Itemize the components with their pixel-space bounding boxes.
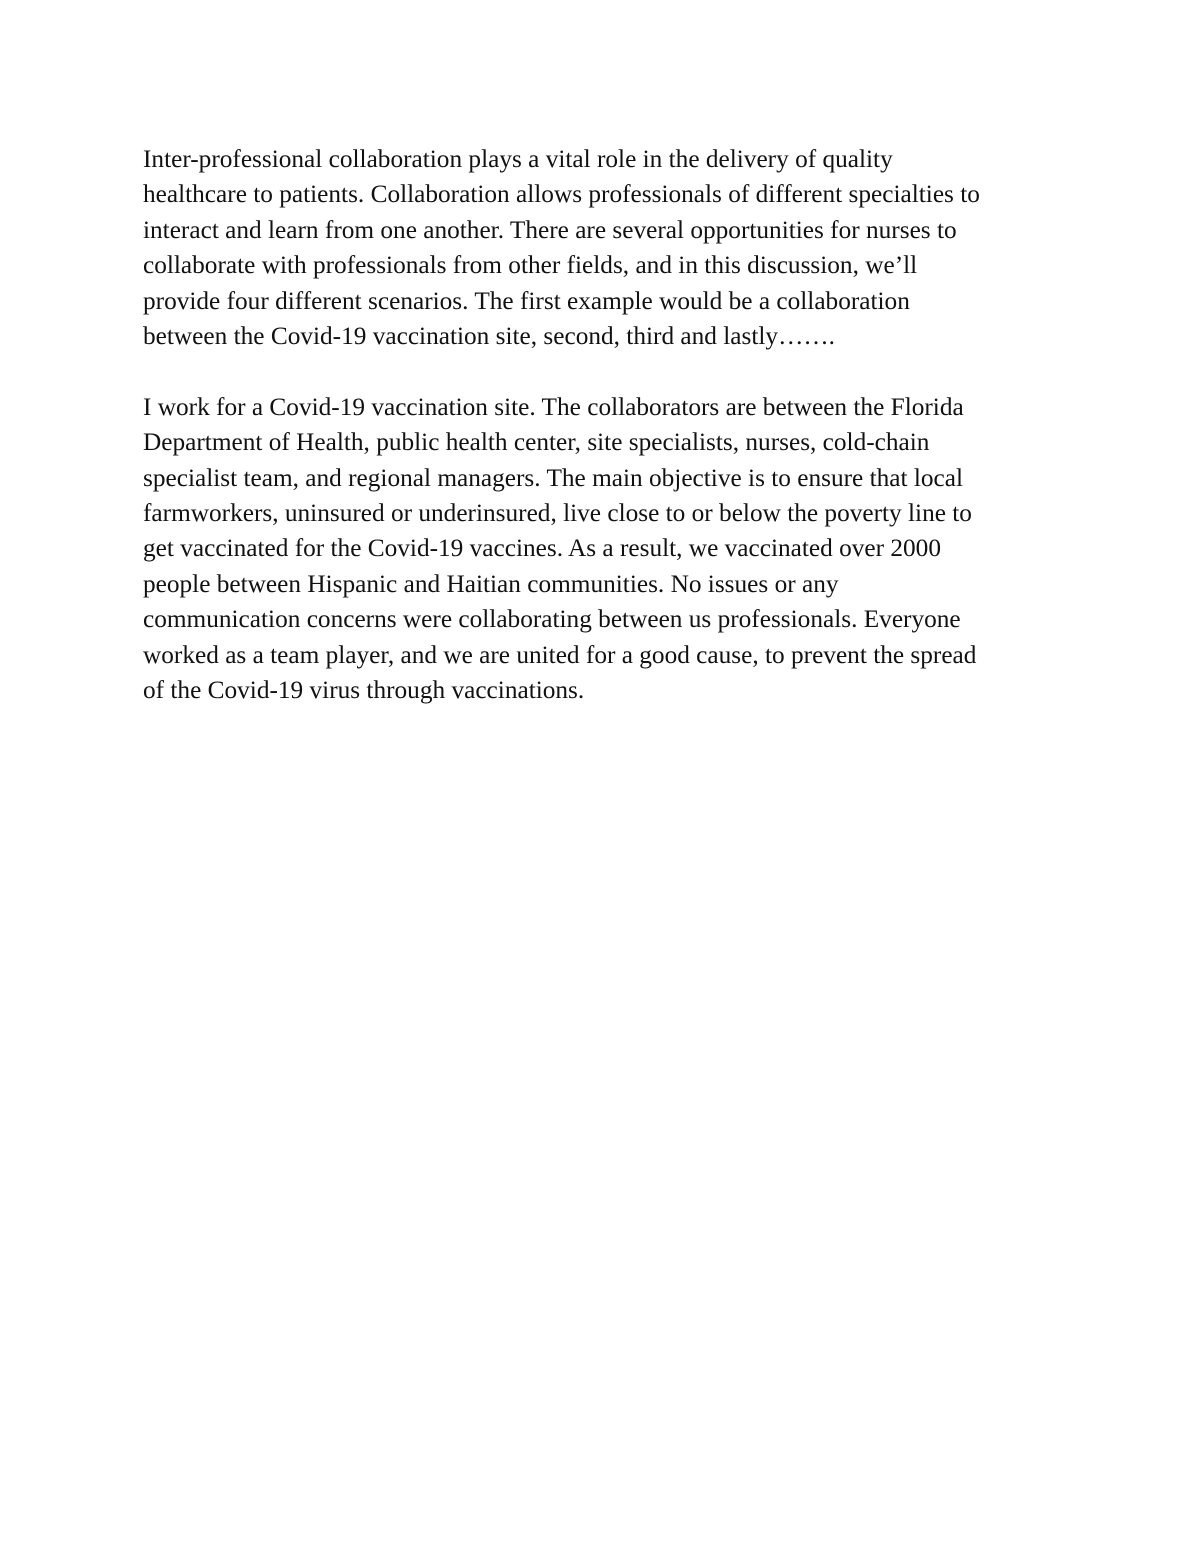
text-line: farmworkers, uninsured or underinsured, live close to or below the poverty line to [143,499,972,528]
text-line: worked as a team player, and we are united for a good cause, to prevent the spread [143,640,977,669]
text-line: specialist team, and regional managers. The main objective is to ensure that local [143,463,963,492]
text-line: between the Covid-19 vaccination site, second, third and lastly……. [143,322,835,351]
text-line: collaborate with professionals from other fields, and in this discussion, we’ll [143,251,918,280]
text-line: Department of Health, public health center, site specialists, nurses, cold-chain [143,428,930,457]
text-line: people between Hispanic and Haitian communities. No issues or any [143,569,839,598]
text-line: communication concerns were collaborating between us professionals. Everyone [143,605,961,634]
text-line: healthcare to patients. Collaboration allows professionals of different specialties to [143,180,980,209]
paragraph-2 [143,390,1063,709]
text-line: interact and learn from one another. There are several opportunities for nurses to [143,215,957,244]
text-line: I work for a Covid-19 vaccination site. The collaborators are between the Florida [143,392,964,421]
text-line: provide four different scenarios. The first example would be a collaboration [143,286,910,315]
text-line: Inter-professional collaboration plays a vital role in the delivery of quality [143,145,893,173]
text-line: get vaccinated for the Covid-19 vaccines. As a result, we vaccinated over 2000 [143,534,941,563]
document-body [143,142,1063,708]
paragraph-1 [143,142,1063,354]
text-line: of the Covid-19 virus through vaccinations. [143,676,585,705]
